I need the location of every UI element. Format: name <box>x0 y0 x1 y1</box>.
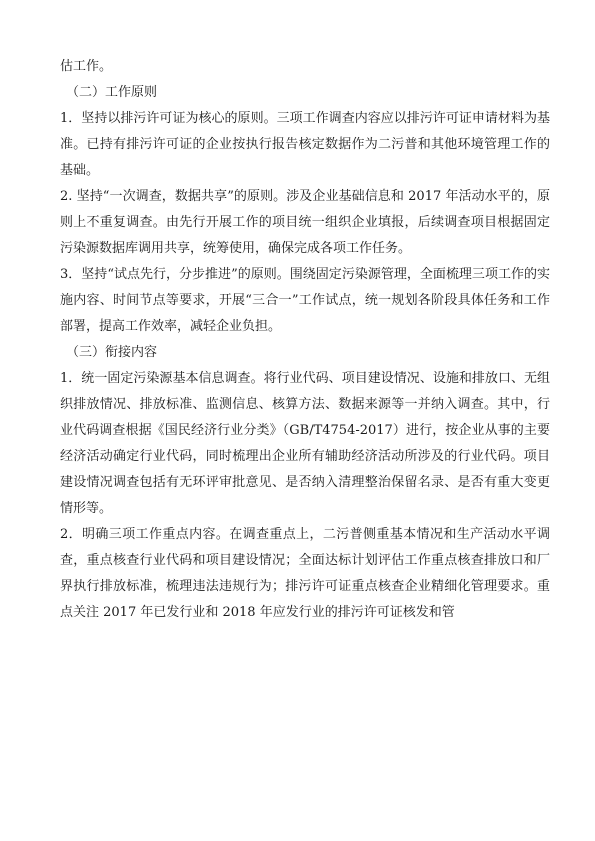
principle-item-3: 3．坚持“试点先行，分步推进”的原则。围绕固定污染源管理，全面梳理三项工作的实施内容、时间节点等要求，开展“三合一”工作试点，统一规划各阶段具体任务和工作部署，提高工作效率，减轻企业负担。 <box>60 267 550 334</box>
connection-item-1: 1．统一固定污染源基本信息调查。将行业代码、项目建设情况、设施和排放口、无组织排放情况、排放标准、监测信息、核算方法、数据来源等一并纳入调查。其中，行业代码调查根据《国民经济行业分类》（GB/T4754-2017）进行，按企业从事的主要经济活动确定行业代码，同时梳理出企业所有辅助经济活动所涉及的行业代码。项目建设情况调查包括有无环评审批意见、是否纳入清理整治保留名录、是否有重大变更情形等。 <box>60 371 550 516</box>
principle-item-1: 1．坚持以排污许可证为核心的原则。三项工作调查内容应以排污许可证申请材料为基准。已持有排污许可证的企业按执行报告核定数据作为二污普和其他环境管理工作的基础。 <box>60 111 550 178</box>
section-heading-connection: （三）衔接内容 <box>66 345 158 360</box>
connection-item-2: 2．明确三项工作重点内容。在调查重点上，二污普侧重基本情况和生产活动水平调查，重点核查行业代码和项目建设情况；全面达标计划评估工作重点核查排放口和厂界执行排放标准，梳理违法违规行为；排污许可证重点核查企业精细化管理要求。重点关注 2017 年已发行业和 2018 年应发行业的排污许可证核发和管 <box>60 527 550 620</box>
paragraph-continuation: 估工作。 <box>60 59 113 74</box>
section-heading-principles: （二）工作原则 <box>66 85 158 100</box>
document-body <box>60 54 550 626</box>
principle-item-2: 2. 坚持“一次调查，数据共享”的原则。涉及企业基础信息和 2017 年活动水平的，原则上不重复调查。由先行开展工作的项目统一组织企业填报，后续调查项目根据固定污染源数据库调用共享，统筹使用，确保完成各项工作任务。 <box>60 189 550 256</box>
